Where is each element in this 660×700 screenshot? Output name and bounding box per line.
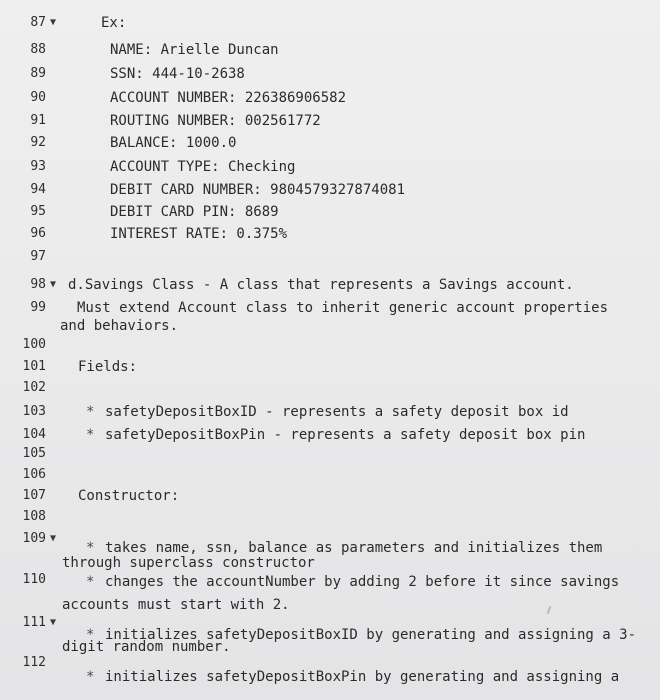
code-text: takes name, ssn, balance as parameters and initializes them [105,540,603,556]
code-text: NAME: Arielle Duncan [110,42,279,58]
code-text: safetyDepositBoxID - represents a safety deposit box id [105,404,569,420]
code-line [0,39,660,61]
code-line [0,401,660,423]
fold-arrow-icon[interactable]: ▼ [50,279,57,290]
line-number: 93 [30,159,46,174]
line-number: 109 [22,531,46,546]
code-line [0,63,660,85]
code-text: DEBIT CARD PIN: 8689 [110,204,279,220]
bullet-star-icon: * [86,627,95,643]
code-text: BALANCE: 1000.0 [110,135,237,151]
line-number: 102 [22,380,46,395]
code-line [0,464,660,486]
code-text: SSN: 444-10-2638 [110,66,245,82]
code-wrap-text: through superclass constructor [62,555,315,571]
code-text: initializes safetyDepositBoxPin by generating and assigning a [105,669,620,685]
bullet-star-icon: * [86,427,95,443]
line-number: 90 [30,90,46,105]
line-number: 99 [30,300,46,315]
code-line [0,506,660,528]
code-line [0,612,660,643]
bullet-star-icon: * [86,669,95,685]
line-number: 88 [30,42,46,57]
code-text: Ex: [101,15,127,31]
line-number: 98 [30,277,46,292]
code-text: ACCOUNT TYPE: Checking [110,159,296,175]
code-text: ROUTING NUMBER: 002561772 [110,113,321,129]
line-number: 87 [30,15,46,30]
code-line [0,110,660,132]
code-text: INTEREST RATE: 0.375% [110,226,288,242]
code-line [0,569,660,591]
code-text: Fields: [78,359,138,375]
line-number: 111 [22,615,46,630]
line-number: 112 [22,655,46,670]
line-number: 96 [30,226,46,241]
bullet-star-icon: * [86,404,95,420]
code-wrap-text: digit random number. [62,639,231,655]
line-number: 108 [22,509,46,524]
code-text: safetyDepositBoxPin - represents a safety deposit box pin [105,427,586,443]
code-wrap-text: accounts must start with 2. [62,597,290,613]
line-number: 107 [22,488,46,503]
line-number: 94 [30,182,46,197]
code-line [0,377,660,399]
code-line [0,334,660,356]
line-number: 92 [30,135,46,150]
line-number: 101 [22,359,46,374]
code-line [0,223,660,245]
fold-arrow-icon[interactable]: ▼ [50,617,57,628]
code-text: DEBIT CARD NUMBER: 9804579327874081 [110,182,406,198]
code-text: Constructor: [78,488,180,504]
code-text: ACCOUNT NUMBER: 226386906582 [110,90,347,106]
code-line [0,485,660,507]
line-number: 105 [22,446,46,461]
code-line [0,87,660,109]
line-number: 89 [30,66,46,81]
code-line [0,179,660,201]
bullet-star-icon: * [86,540,95,556]
line-number: 95 [30,204,46,219]
bullet-star-icon: * [86,574,95,590]
line-number: 91 [30,113,46,128]
code-text: changes the accountNumber by adding 2 before it since savings [105,574,620,590]
code-line [0,156,660,178]
code-text: Must extend Account class to inherit generic account properties [77,300,609,316]
line-number: 106 [22,467,46,482]
code-line [0,528,660,556]
code-line [0,132,660,154]
code-line [0,652,660,685]
code-line [0,201,660,223]
line-number: 110 [22,572,46,587]
fold-arrow-icon[interactable]: ▼ [50,17,57,28]
code-line [0,356,660,378]
line-number: 97 [30,249,46,264]
code-line [0,12,660,34]
code-line [0,274,660,296]
code-line [0,443,660,465]
line-number: 100 [22,337,46,352]
code-text: d.Savings Class - A class that represents a Savings account. [68,277,574,293]
line-number: 103 [22,404,46,419]
line-number: 104 [22,427,46,442]
code-text: initializes safetyDepositBoxID by generating and assigning a 3- [105,627,637,643]
fold-arrow-icon[interactable]: ▼ [50,533,57,544]
code-wrap-text: and behaviors. [60,318,179,334]
code-line [0,246,660,268]
